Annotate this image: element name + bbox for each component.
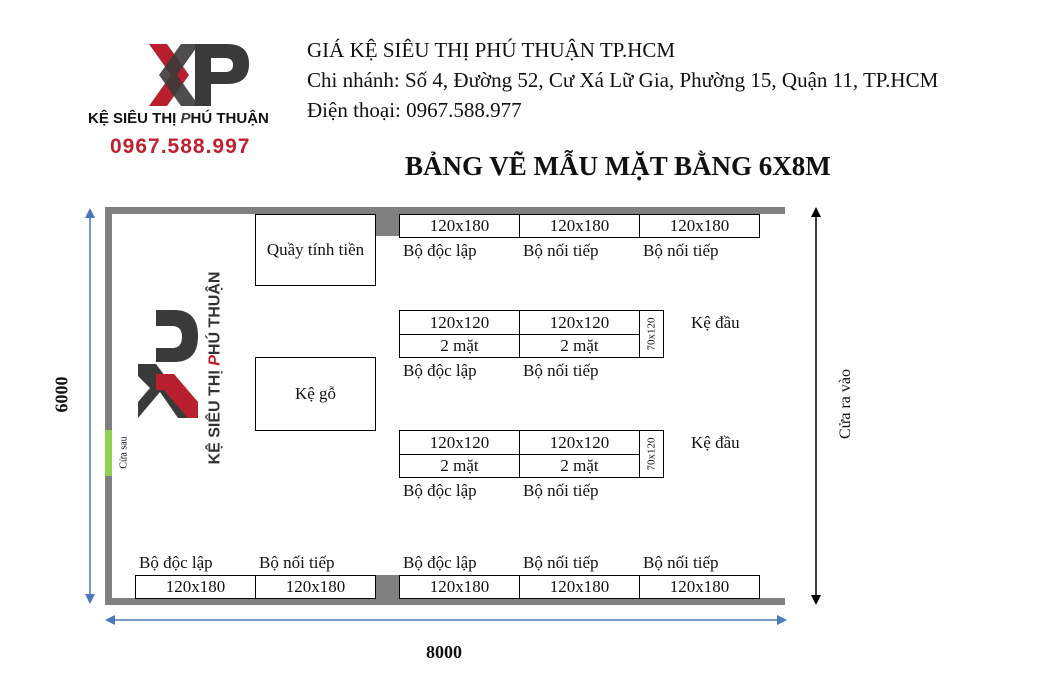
- island1-end-size: 70x120: [645, 317, 658, 351]
- brand-suffix: HÚ THUẬN: [190, 110, 269, 127]
- island1-label-1: Bộ độc lập: [403, 361, 477, 380]
- top-shelf-1: 120x180: [399, 214, 520, 238]
- header-phone: Điện thoại: 0967.588.977: [307, 98, 522, 122]
- island1-shelf-1-size: 120x120: [399, 310, 520, 335]
- brand-p-glyph: P: [180, 110, 191, 127]
- bottom-right-shelf-2: 120x180: [519, 575, 640, 599]
- bottom-right-shelf-1: 120x180: [399, 575, 520, 599]
- bottom-right-shelf-3: 120x180: [639, 575, 760, 599]
- island2-shelf-2-size: 120x120: [519, 430, 640, 455]
- island2-shelf-1-size: 120x120: [399, 430, 520, 455]
- brand-name: [88, 110, 269, 127]
- top-label-1: Bộ độc lập: [403, 241, 477, 260]
- island1-shelf-2-size: 120x120: [519, 310, 640, 335]
- island1-label-2: Bộ nối tiếp: [523, 361, 599, 380]
- top-shelf-3: 120x180: [639, 214, 760, 238]
- height-dimension-wrap: [42, 376, 82, 412]
- island1-shelf-1-sides: 2 mặt: [399, 334, 520, 358]
- width-dimension-arrow: [105, 612, 787, 628]
- back-door-label-wrap: [104, 435, 144, 469]
- bottom-right-label-3: Bộ nối tiếp: [643, 553, 719, 572]
- entrance-label-wrap: [796, 369, 896, 439]
- island2-label-1: Bộ độc lập: [403, 481, 477, 500]
- bottom-left-label-2: Bộ nối tiếp: [259, 553, 335, 572]
- island2-shelf-1-sides: 2 mặt: [399, 454, 520, 478]
- watermark-suffix: HÚ THUẬN: [206, 271, 223, 356]
- island2-end-shelf: [639, 430, 664, 478]
- wall-top: [105, 207, 785, 214]
- width-dimension: 8000: [426, 642, 462, 662]
- entrance-label: Cửa ra vào: [836, 369, 854, 439]
- back-door-label: Cửa sau: [118, 435, 130, 469]
- wall-bottom: [105, 598, 785, 605]
- top-label-2: Bộ nối tiếp: [523, 241, 599, 260]
- watermark-prefix: KỆ SIÊU THỊ: [206, 365, 223, 465]
- brand-phone: 0967.588.997: [110, 135, 251, 158]
- height-dimension-arrow: [80, 208, 100, 604]
- header-address: Chi nhánh: Số 4, Đường 52, Cư Xá Lữ Gia, Phường 15, Quận 11, TP.HCM: [307, 68, 939, 92]
- bottom-left-shelf-2: 120x180: [255, 575, 376, 599]
- cashier-counter: Quầy tính tiền: [255, 214, 376, 286]
- wall-left: [105, 207, 112, 605]
- header-line1: GIÁ KỆ SIÊU THỊ PHÚ THUẬN TP.HCM: [307, 38, 676, 62]
- plan-title: BẢNG VẼ MẪU MẶT BẰNG 6X8M: [405, 151, 831, 181]
- height-dimension: 6000: [51, 376, 72, 412]
- island2-shelf-2-sides: 2 mặt: [519, 454, 640, 478]
- bottom-right-label-1: Bộ độc lập: [403, 553, 477, 572]
- island1-end-shelf: [639, 310, 664, 358]
- island2-end-label: Kệ đầu: [691, 433, 740, 452]
- island1-shelf-2-sides: 2 mặt: [519, 334, 640, 358]
- island2-label-2: Bộ nối tiếp: [523, 481, 599, 500]
- bottom-left-shelf-1: 120x180: [135, 575, 256, 599]
- brand-prefix: KỆ SIÊU THỊ: [88, 110, 181, 127]
- wall-stub-top: [376, 214, 399, 236]
- top-label-3: Bộ nối tiếp: [643, 241, 719, 260]
- top-shelf-2: 120x180: [519, 214, 640, 238]
- bottom-left-label-1: Bộ độc lập: [139, 553, 213, 572]
- island1-end-label: Kệ đầu: [691, 313, 740, 332]
- island2-end-size: 70x120: [645, 437, 658, 471]
- wood-shelf: Kệ gỗ: [255, 357, 376, 431]
- watermark-p-glyph: P: [206, 355, 223, 366]
- bottom-right-label-2: Bộ nối tiếp: [523, 553, 599, 572]
- watermark-text: [206, 272, 224, 465]
- wall-stub-bottom: [376, 575, 399, 598]
- logo-mark: [145, 42, 255, 108]
